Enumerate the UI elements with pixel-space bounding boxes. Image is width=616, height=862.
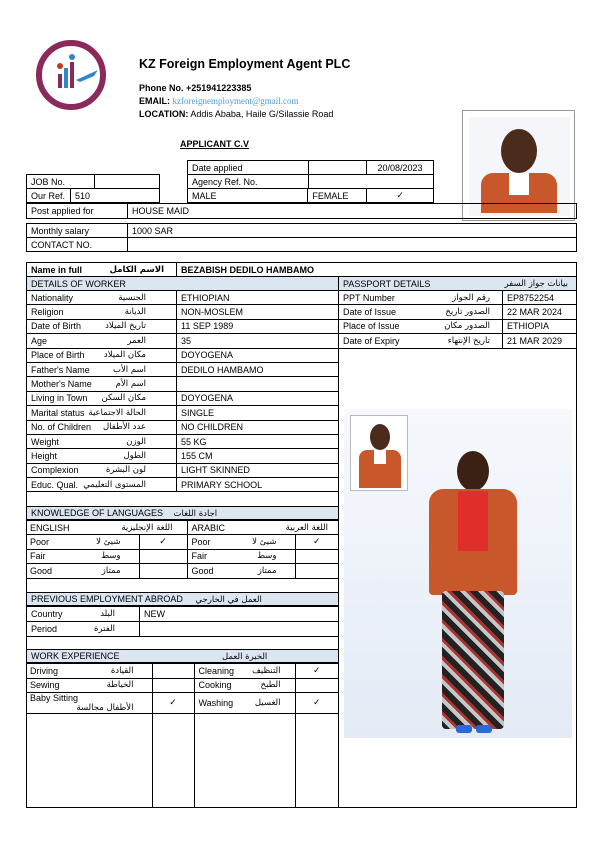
contact-label: CONTACT NO. xyxy=(27,238,128,252)
worker-field-label xyxy=(27,434,177,448)
company-name: KZ Foreign Employment Agent PLC xyxy=(139,57,351,71)
previous-employment-table xyxy=(26,606,339,637)
worker-field-label xyxy=(27,319,177,333)
worker-row xyxy=(27,449,339,463)
language-level-row xyxy=(26,549,339,564)
arabic-level-checkbox[interactable] xyxy=(295,549,339,564)
english-label-ar: اللغة الإنجليزية xyxy=(121,522,173,533)
worker-field-value: PRIMARY SCHOOL xyxy=(177,478,339,492)
previous-header-ar: العمل في الخارجي xyxy=(195,595,262,605)
country-label xyxy=(27,607,140,622)
country-value: NEW xyxy=(140,607,339,622)
arabic-level-label xyxy=(187,549,295,564)
application-ref-table xyxy=(187,160,434,189)
worker-field-label xyxy=(27,391,177,405)
languages-header-ar: اجادة اللغات xyxy=(173,509,218,519)
worker-details-table xyxy=(26,276,339,492)
work-header-en: WORK EXPERIENCE xyxy=(31,651,120,661)
worker-label-ar: عدد الأطفال xyxy=(102,422,146,433)
skill-label-ar: القيادة xyxy=(110,665,134,676)
agency-ref-label: Agency Ref. No. xyxy=(188,175,309,189)
work-experience-header xyxy=(27,649,338,663)
worker-field-label xyxy=(27,449,177,463)
work-skill-row xyxy=(26,678,339,693)
worker-field-value: NO CHILDREN xyxy=(177,420,339,434)
worker-label-ar: مكان الميلاد xyxy=(103,350,146,361)
skill-label-en: Sewing xyxy=(30,680,60,691)
worker-label-en: Father's Name xyxy=(31,364,90,375)
skill-label-ar: الأطفال مجالسة xyxy=(76,703,134,713)
worker-field-value: DOYOGENA xyxy=(177,348,339,362)
our-ref-label: Our Ref. xyxy=(27,189,71,203)
passport-label-en: PPT Number xyxy=(343,292,395,303)
worker-row xyxy=(27,391,339,405)
worker-label-ar: اسم الأم xyxy=(115,379,146,390)
skill-left-label xyxy=(26,693,152,714)
salary-label: Monthly salary xyxy=(27,224,128,238)
passport-row xyxy=(339,305,577,319)
post-label: Post applied for xyxy=(27,204,128,219)
english-level-label xyxy=(26,564,139,579)
gender-table xyxy=(187,188,434,203)
page-title: APPLICANT C.V xyxy=(180,139,250,149)
worker-label-en: Height xyxy=(31,450,58,461)
worker-label-ar: لون البشرة xyxy=(105,465,146,476)
worker-label-ar: الديانة xyxy=(124,307,146,318)
post-value: HOUSE MAID xyxy=(128,204,577,219)
passport-row xyxy=(339,291,577,305)
level-label-ar: شيئ لا xyxy=(96,536,121,547)
passport-label-ar: رقم الجواز xyxy=(452,292,490,303)
skill-label-en: Cleaning xyxy=(198,665,235,676)
passport-field-label xyxy=(339,319,503,333)
name-label-en: Name in full xyxy=(31,264,83,275)
our-ref-value: 510 xyxy=(71,189,160,203)
worker-field-value: 11 SEP 1989 xyxy=(177,319,339,333)
worker-row xyxy=(27,362,339,376)
level-label-ar: وسط xyxy=(257,551,277,562)
worker-field-label xyxy=(27,362,177,376)
work-col-line-1 xyxy=(152,707,153,808)
arabic-level-checkbox[interactable] xyxy=(295,564,339,579)
contact-value xyxy=(128,238,577,252)
worker-label-ar: تاريخ الميلاد xyxy=(105,321,146,332)
passport-row xyxy=(339,319,577,333)
worker-label-ar: مكان السكن xyxy=(101,393,146,404)
worker-label-en: No. of Children xyxy=(31,422,92,433)
passport-label-ar: الصدور تاريخ xyxy=(445,307,490,318)
phone-value: +251941223385 xyxy=(186,83,252,93)
worker-label-en: Complexion xyxy=(31,465,79,476)
skill-label-en: Washing xyxy=(198,698,234,708)
arabic-level-label xyxy=(187,535,295,550)
passport-field-value: 22 MAR 2024 xyxy=(503,305,577,319)
worker-label-en: Mother's Name xyxy=(31,379,92,390)
worker-label-ar: الطول xyxy=(123,450,146,461)
company-logo xyxy=(36,40,106,110)
skill-right-label xyxy=(194,693,295,714)
level-label-en: Good xyxy=(191,565,214,576)
skill-label-ar: الخياطة xyxy=(106,680,134,691)
level-label-en: Fair xyxy=(191,551,207,562)
passport-header-en: PASSPORT DETAILS xyxy=(343,278,431,289)
skill-right-checkbox[interactable]: ✓ xyxy=(295,664,339,679)
passport-field-label xyxy=(339,334,503,348)
gender-female-label: FEMALE xyxy=(308,189,367,203)
passport-field-value: EP8752254 xyxy=(503,291,577,305)
gender-male-label: MALE xyxy=(188,189,308,203)
job-ref-table xyxy=(26,174,160,203)
worker-label-en: Weight xyxy=(31,436,59,447)
worker-label-ar: العمر xyxy=(127,335,146,346)
period-value xyxy=(140,622,339,637)
worker-label-en: Religion xyxy=(31,307,64,318)
english-header xyxy=(26,521,187,535)
arabic-header xyxy=(187,521,339,535)
worker-label-ar: الوزن xyxy=(126,436,146,447)
passport-label-ar: تاريخ الإنتهاء xyxy=(447,335,490,346)
arabic-label: ARABIC xyxy=(191,522,226,533)
worker-label-ar: اسم الأب xyxy=(112,364,146,375)
worker-field-value: 55 KG xyxy=(177,434,339,448)
level-label-ar: وسط xyxy=(101,551,121,562)
language-level-row xyxy=(26,564,339,579)
worker-field-value: NON-MOSLEM xyxy=(177,305,339,319)
phone-label: Phone No. xyxy=(139,83,184,93)
passport-header-ar: بيانات جواز السفر xyxy=(504,278,568,289)
previous-employment-header xyxy=(27,592,338,606)
skill-left-checkbox[interactable] xyxy=(152,664,194,679)
work-skill-row xyxy=(26,664,339,679)
skill-left-label xyxy=(26,678,152,693)
worker-row xyxy=(27,305,339,319)
language-level-row xyxy=(26,535,339,550)
gender-female-checkbox[interactable]: ✓ xyxy=(367,189,434,203)
level-label-ar: شيئ لا xyxy=(252,536,277,547)
full-body-photo xyxy=(344,409,572,738)
name-table xyxy=(26,262,577,277)
passport-label-en: Date of Issue xyxy=(343,307,397,318)
period-label-ar: الفترة xyxy=(94,624,115,634)
english-level-label xyxy=(26,535,139,550)
worker-field-label xyxy=(27,291,177,305)
worker-field-label xyxy=(27,377,177,391)
worker-details-header: DETAILS OF WORKER xyxy=(27,277,339,291)
work-skill-row xyxy=(26,693,339,714)
previous-header-en: PREVIOUS EMPLOYMENT ABROAD xyxy=(31,594,183,604)
arabic-label-ar: اللغة العربية xyxy=(285,522,328,533)
worker-label-ar: الجنسية xyxy=(118,292,146,303)
work-header-ar: الخبرة العمل xyxy=(222,652,268,662)
english-level-checkbox[interactable] xyxy=(139,549,187,564)
worker-row xyxy=(27,319,339,333)
name-label xyxy=(27,263,177,277)
skill-left-label xyxy=(26,664,152,679)
skill-right-checkbox[interactable]: ✓ xyxy=(295,693,339,714)
languages-header xyxy=(27,506,338,520)
salary-value: 1000 SAR xyxy=(128,224,577,238)
skill-left-checkbox[interactable] xyxy=(152,678,194,693)
worker-field-label xyxy=(27,305,177,319)
location-label: LOCATION: xyxy=(139,109,189,119)
level-label-en: Fair xyxy=(30,551,46,562)
email-label: EMAIL: xyxy=(139,96,170,106)
country-label-ar: البلد xyxy=(100,609,115,619)
worker-field-value xyxy=(177,377,339,391)
passport-table xyxy=(338,276,577,349)
skill-label-ar: الطبخ xyxy=(260,680,281,691)
job-info-table xyxy=(26,203,577,252)
worker-row xyxy=(27,348,339,362)
work-col-line-3 xyxy=(295,707,296,808)
skill-left-checkbox[interactable]: ✓ xyxy=(152,693,194,714)
worker-row xyxy=(27,420,339,434)
passport-field-value: ETHIOPIA xyxy=(503,319,577,333)
worker-label-en: Age xyxy=(31,335,48,346)
company-location xyxy=(139,109,333,119)
skill-right-label xyxy=(194,664,295,679)
worker-field-value: 155 CM xyxy=(177,449,339,463)
skill-right-label xyxy=(194,678,295,693)
name-value: BEZABISH DEDILO HAMBAMO xyxy=(177,263,577,277)
agency-ref-value xyxy=(308,175,433,189)
country-label-en: Country xyxy=(31,609,63,619)
worker-label-en: Date of Birth xyxy=(31,321,82,332)
period-label xyxy=(27,622,140,637)
worker-label-en: Living in Town xyxy=(31,393,88,404)
worker-field-label xyxy=(27,348,177,362)
skill-label-en: Driving xyxy=(30,665,59,676)
worker-field-label xyxy=(27,478,177,492)
languages-header-en: KNOWLEDGE OF LANGUAGES xyxy=(31,508,164,518)
job-no-label: JOB No. xyxy=(27,175,95,189)
name-label-ar: الاسم الكامل xyxy=(109,264,164,275)
passport-label-en: Date of Expiry xyxy=(343,335,400,346)
work-col-line-2 xyxy=(194,707,195,808)
company-email xyxy=(139,96,299,106)
skill-label-ar: الغسيل xyxy=(254,698,281,708)
english-label: ENGLISH xyxy=(30,522,70,533)
skill-label-ar: التنظيف xyxy=(252,665,281,676)
arabic-level-checkbox[interactable]: ✓ xyxy=(295,535,339,550)
worker-label-ar: الحالة الاجتماعية xyxy=(88,407,146,418)
date-applied-value: 20/08/2023 xyxy=(367,161,434,175)
english-level-checkbox[interactable]: ✓ xyxy=(139,535,187,550)
skill-label-en: Cooking xyxy=(198,680,232,691)
period-label-en: Period xyxy=(31,624,58,634)
worker-field-label xyxy=(27,334,177,348)
skill-label-en: Baby Sitting xyxy=(30,693,79,703)
level-label-ar: ممتاز xyxy=(101,565,121,576)
worker-field-value: DOYOGENA xyxy=(177,391,339,405)
work-experience-table xyxy=(26,663,339,714)
passport-label-en: Place of Issue xyxy=(343,321,400,332)
worker-row xyxy=(27,463,339,477)
worker-row xyxy=(27,478,339,492)
date-applied-label: Date applied xyxy=(188,161,309,175)
passport-field-value: 21 MAR 2029 xyxy=(503,334,577,348)
worker-field-label xyxy=(27,420,177,434)
passport-row xyxy=(339,334,577,348)
arabic-level-label xyxy=(187,564,295,579)
level-label-ar: ممتاز xyxy=(257,565,277,576)
skill-right-checkbox[interactable] xyxy=(295,678,339,693)
english-level-checkbox[interactable] xyxy=(139,564,187,579)
worker-field-label xyxy=(27,406,177,420)
worker-label-en: Marital status xyxy=(31,407,85,418)
worker-field-value: ETHIOPIAN xyxy=(177,291,339,305)
level-label-en: Poor xyxy=(30,536,50,547)
worker-row xyxy=(27,291,339,305)
worker-row xyxy=(27,434,339,448)
inset-photo xyxy=(350,415,408,491)
worker-field-value: 35 xyxy=(177,334,339,348)
worker-field-label xyxy=(27,463,177,477)
worker-field-value: LIGHT SKINNED xyxy=(177,463,339,477)
worker-field-value: DEDILO HAMBAMO xyxy=(177,362,339,376)
worker-row xyxy=(27,406,339,420)
worker-row xyxy=(27,377,339,391)
level-label-en: Poor xyxy=(191,536,211,547)
worker-row xyxy=(27,334,339,348)
english-level-label xyxy=(26,549,139,564)
worker-field-value: SINGLE xyxy=(177,406,339,420)
location-value: Addis Ababa, Haile G/Silassie Road xyxy=(190,109,334,119)
company-phone xyxy=(139,83,251,93)
worker-label-en: Educ. Qual. xyxy=(31,479,79,490)
passport-field-label xyxy=(339,291,503,305)
blank-cell xyxy=(308,161,367,175)
worker-label-en: Place of Birth xyxy=(31,350,85,361)
worker-label-en: Nationality xyxy=(31,292,74,303)
worker-label-ar: المستوى التعليمي xyxy=(83,479,146,490)
job-no-value xyxy=(95,175,160,189)
passport-field-label xyxy=(339,305,503,319)
passport-header xyxy=(339,277,577,291)
languages-table xyxy=(26,520,339,579)
level-label-en: Good xyxy=(30,565,53,576)
email-value[interactable]: kzforeignemployment@gmail.com xyxy=(172,96,299,106)
passport-label-ar: الصدور مكان xyxy=(444,321,490,332)
